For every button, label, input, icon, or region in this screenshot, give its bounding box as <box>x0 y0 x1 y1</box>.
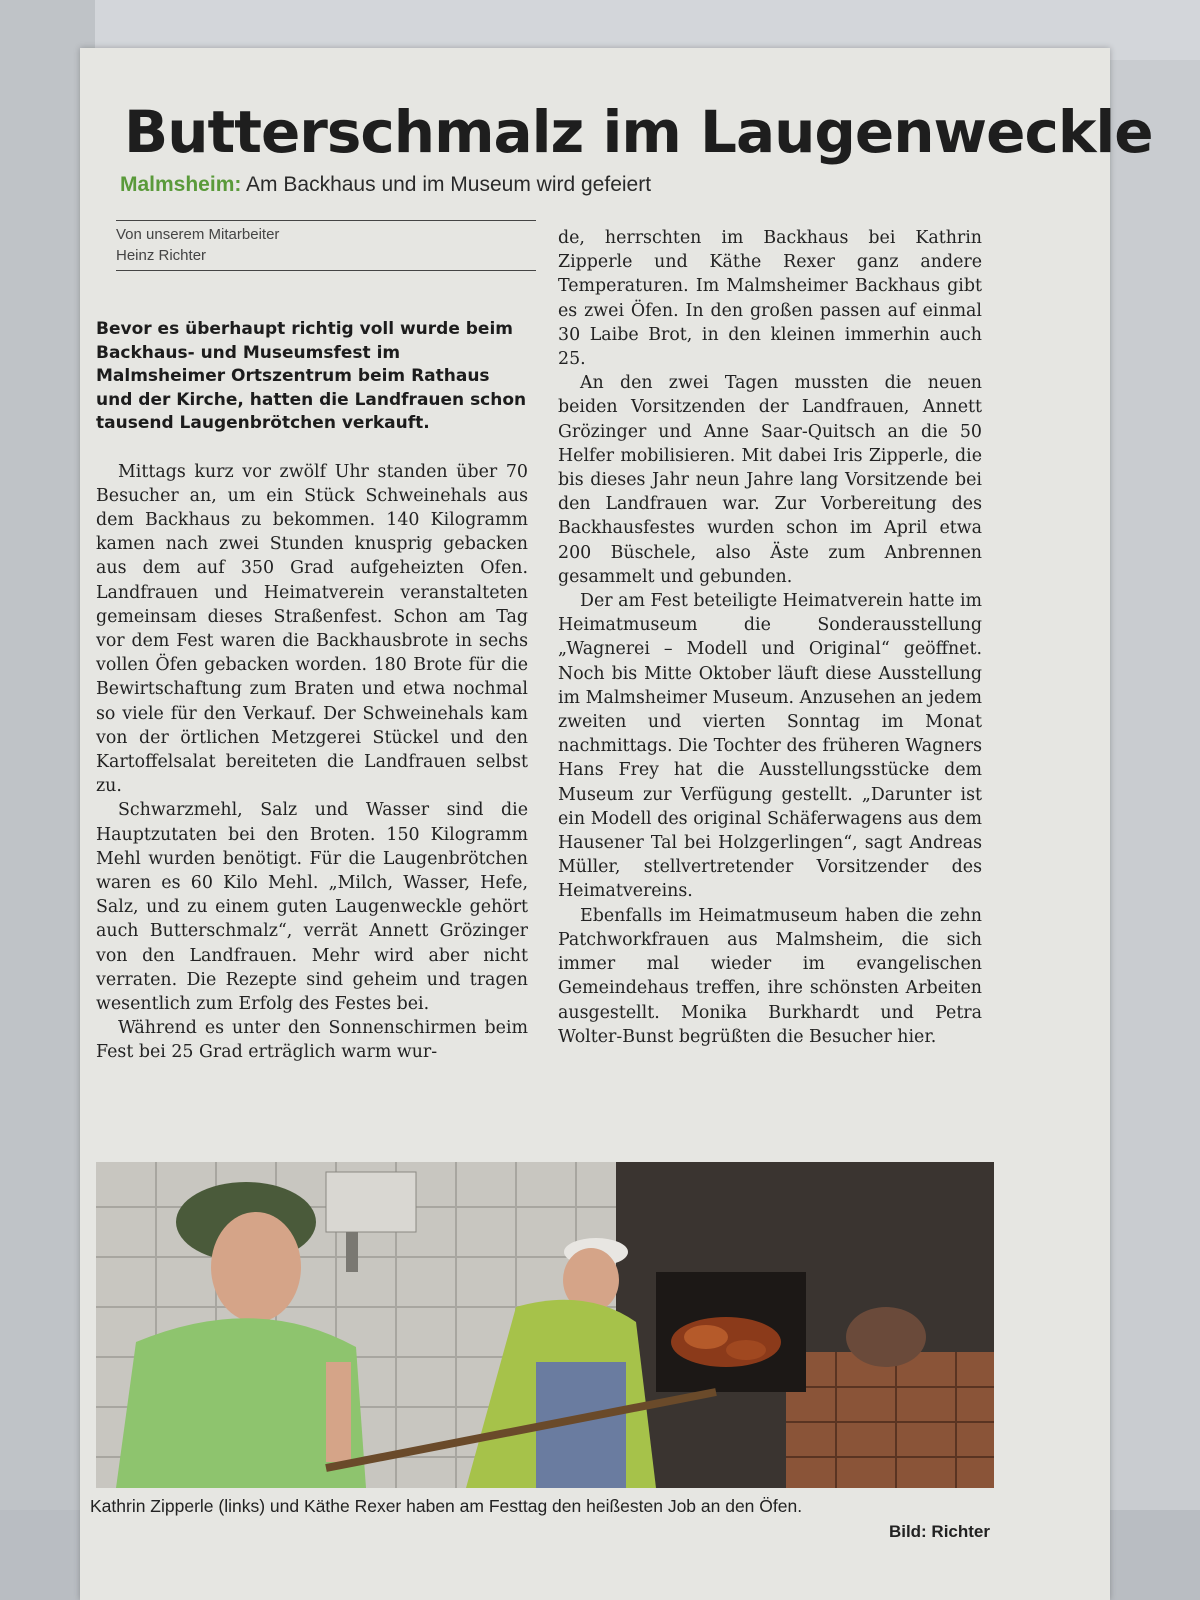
headline: Butterschmalz im Laugenweckle <box>124 98 1153 166</box>
body-paragraph: Schwarzmehl, Salz und Wasser sind die Hauptzutaten bei den Broten. 150 Kilogramm Mehl wurden benötigt. Für die Laugenbrötchen waren es 60 Kilo Mehl. „Milch, Wasser, Hefe, Salz, und zu einem guten Laugenweckle gehört auch Butterschmalz“, verrät Annett Grözinger von den Landfrauen. Mehr wird aber nicht verraten. Die Rezepte sind geheim und tragen wesentlich zum Erfolg des Festes bei. <box>96 800 528 1014</box>
photo-caption: Kathrin Zipperle (links) und Käthe Rexer haben am Festtag den heißesten Job an den Öfen. <box>90 1496 803 1516</box>
column-left <box>96 270 528 1065</box>
photo-credit: Bild: Richter <box>888 1522 990 1541</box>
subheadline <box>120 173 1080 197</box>
dateline-place: Malmsheim: <box>120 173 242 196</box>
column-right <box>558 226 982 1049</box>
byline-author: Heinz Richter <box>116 247 207 264</box>
body-paragraph: An den zwei Tagen mussten die neuen beiden Vorsitzenden der Landfrauen, Annett Grözinger und Anne Saar-Quitsch an die 50 Helfer mobilisieren. Mit dabei Iris Zipperle, die bis dieses Jahr neun Jahre lang Vorsitzende bei den Landfrauen war. Zur Vorbereitung des Backhausfestes wurden schon im April etwa 200 Büschele, also Äste zum Anbrennen gesammelt und gebunden. <box>558 373 982 587</box>
body-paragraph: Der am Fest beteiligte Heimatverein hatte im Heimatmuseum die Sonderausstellung „Wagnerei – Modell und Original“ geöffnet. Noch bis Mitte Oktober läuft diese Ausstellung im Malmsheimer Museum. Anzusehen an jedem zweiten und vierten Sonntag im Monat nachmittags. Die Tochter des früheren Wagners Hans Frey hat die Ausstellungsstücke dem Museum zur Verfügung gestellt. „Darunter ist ein Modell des original Schäferwagens aus dem Hausener Tal bei Holzgerlingen“, sagt Andreas Müller, stellvertretender Vorsitzender des Heimatvereins. <box>558 591 982 902</box>
byline <box>116 220 536 271</box>
lead-paragraph: Bevor es überhaupt richtig voll wurde beim Backhaus- und Museumsfest im Malmsheimer Ortszentrum beim Rathaus und der Kirche, hatten die Landfrauen schon tausend Laugenbrötchen verkauft. <box>96 319 527 433</box>
body-paragraph: Ebenfalls im Heimatmuseum haben die zehn Patchworkfrauen aus Malmsheim, die sich immer mal wieder im evangelischen Gemeindehaus treffen, ihre schönsten Arbeiten ausgestellt. Monika Burkhardt und Petra Wolter-Bunst begrüßten die Besucher hier. <box>558 905 982 1047</box>
byline-role: Von unserem Mitarbeiter <box>116 226 280 243</box>
body-paragraph: de, herrschten im Backhaus bei Kathrin Zipperle und Käthe Rexer ganz andere Temperaturen. Im Malmsheimer Backhaus gibt es zwei Öfen. In den großen passen auf einmal 30 Laibe Brot, in den kleinen immerhin auch 25. <box>558 228 982 370</box>
bakehouse-photo-illustration <box>96 1162 994 1488</box>
subheadline-text: Am Backhaus und im Museum wird gefeiert <box>241 173 652 196</box>
article-photo <box>96 1162 994 1488</box>
body-paragraph: Mittags kurz vor zwölf Uhr standen über 70 Besucher an, um ein Stück Schweinehals aus dem Backhaus zu bekommen. 140 Kilogramm kamen nach zwei Stunden knusprig gebacken aus dem auf 350 Grad aufgeheizten Ofen. Landfrauen und Heimatverein veranstalteten gemeinsam dieses Straßenfest. Schon am Tag vor dem Fest waren die Backhausbrote in sechs vollen Öfen gebacken worden. 180 Brote für die Bewirtschaftung zum Braten und etwa nochmal so viele für den Verkauf. Der Schweinehals kam von der örtlichen Metzgerei Stückel und den Kartoffelsalat bereiteten die Landfrauen selbst zu. <box>96 461 528 797</box>
body-paragraph: Während es unter den Sonnenschirmen beim Fest bei 25 Grad erträglich warm wur- <box>96 1018 528 1063</box>
newspaper-clipping <box>80 48 1153 1600</box>
